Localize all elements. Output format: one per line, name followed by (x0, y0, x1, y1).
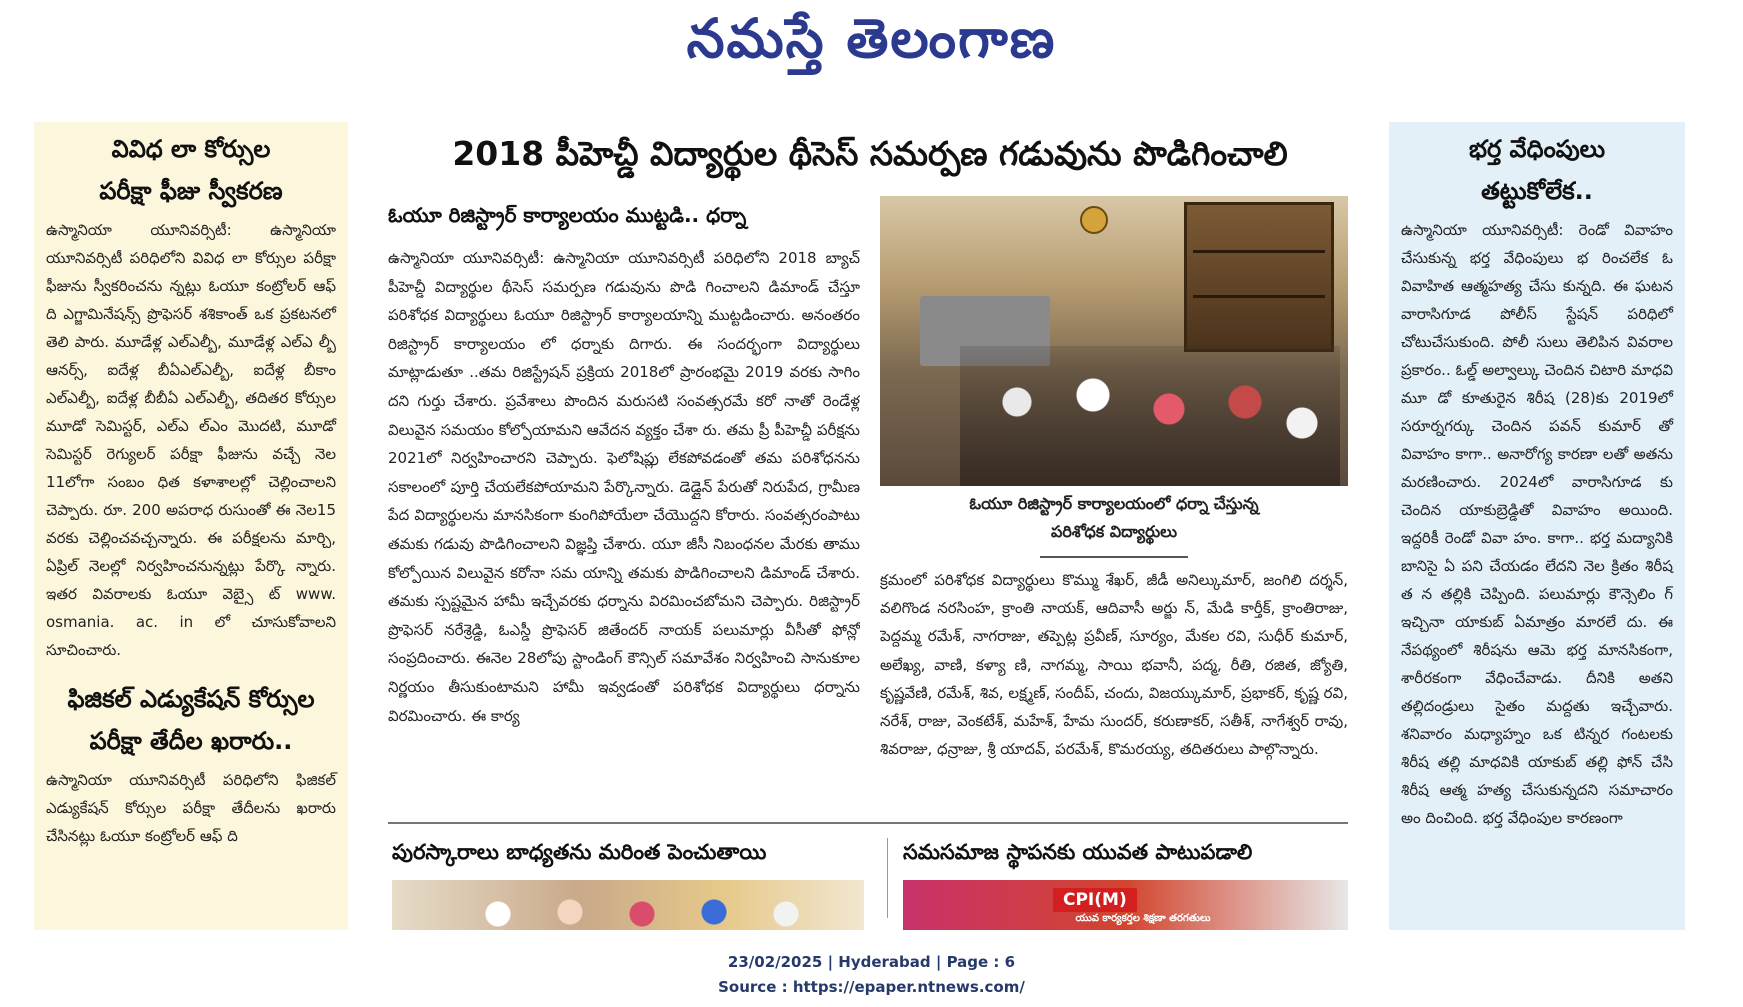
main-headline: 2018 పీహెచ్డీ విద్యార్థుల థీసెస్ సమర్పణ గడువును పొడిగించాలి (452, 134, 1288, 173)
left-headline-1-line-1: వివిధ లా కోర్సుల (111, 135, 271, 163)
bottom-right-headline: సమసమాజ స్థాపనకు యువత పాటుపడాలి (903, 840, 1253, 864)
photo-caption-line-2: పరిశోధక విద్యార్థులు (1050, 522, 1178, 541)
right-column (1389, 122, 1685, 930)
right-article-body: ఉస్మానియా యూనివర్సిటీ: రెండో వివాహం చేసుకున్న భర్త వేధింపులు భ రించలేక ఓ వివాహిత ఆత్మహత్య చేసు కున్నది. ఈ ఘటన వారాసిగూడ పోలీస్ స్టేషన్ పరిధిలో చోటుచేసుకుంది. పోలీ సులు తెలిపిన వివరాల ప్రకారం.. ఓల్డ్ అల్వాల్కు చెందిన చిటారి మాధవి మూ డో కూతురైన శిరీష (28)కు 2019లో సరూర్నగర్కు చెందిన పవన్ కుమార్ తో వివాహం కాగా.. అనారోగ్య కారణా లతో అతను మరణించారు. 2024లో వారాసిగూడ కు చెందిన యాకుబ్రెడ్డితో వివాహం అయింది. ఇద్దరికీ రెండో వివా హం. కాగా.. భర్త మద్యానికి బానిసై ఏ పని చేయడం లేదని నెల క్రితం శిరీష త న తల్లికి చెప్పింది. పలుమార్లు కౌన్సెలిం గ్ ఇచ్చినా యాకుబ్ ఏమాత్రం మారలే దు. ఈ నేపథ్యంలో శిరీషను ఆమె భర్త మానసికంగా, శారీరకంగా వేధించేవాడు. దీనికి అతని తల్లిదండ్రులు సైతం మద్దతు ఇచ్చేవారు. శనివారం మధ్యాహ్నం ఒక టిన్నర గంటలకు శిరీష తల్లి మాధవికి యాకుబ్ తల్లి ఫోన్ చేసి శిరీష ఆత్మ హత్య చేసుకున్నదని సమాచారం అం దించింది. భర్త వేధింపుల కారణంగా (1401, 221, 1673, 827)
left-headline-1-line-2: పరీక్షా ఫీజు స్వీకరణ (99, 177, 283, 205)
footer (0, 950, 1743, 1000)
main-subheadline: ఓయూ రిజిస్ట్రార్ కార్యాలయం ముట్టడి.. ధర్నా (388, 203, 747, 227)
right-headline-line-1: భర్త వేధింపులు (1468, 135, 1606, 163)
footer-source[interactable]: Source : https://epaper.ntnews.com/ (718, 978, 1025, 996)
bottom-column-divider (887, 838, 888, 918)
section-divider (388, 822, 1348, 824)
footer-date-edition: 23/02/2025 | Hyderabad | Page : 6 (727, 953, 1016, 971)
left-headline-2 (46, 678, 336, 762)
photo-bookshelf (1184, 202, 1334, 352)
left-headline-2-line-2: పరీక్షా తేదీల ఖరారు.. (89, 727, 293, 755)
main-article-body: ఉస్మానియా యూనివర్సిటీ: ఉస్మానియా యూనివర్సిటీ పరిధిలోని 2018 బ్యాచ్ పీహెచ్డీ విద్యార్థుల థీసెస్ సమర్పణ గడువును పొడి గించాలని డిమాండ్ చేస్తూ పరిశోధక విద్యార్థులు ఓయూ రిజిస్ట్రార్ కార్యాలయాన్ని ముట్టడించారు. అనంతరం రిజిస్ట్రార్ కార్యాలయం లో ధర్నాకు దిగారు. ఈ సందర్భంగా విద్యార్థులు మాట్లాడుతూ ..తమ రిజిస్ట్రేషన్ ప్రక్రియ 2018లో ప్రారంభమై 2019 వరకు సాగిం దని గుర్తు చేశారు. ప్రవేశాలు పొందిన మరుసటి సంవత్సరమే కరో నాతో రెండేళ్ల విలువైన సమయం కోల్పోయామని ఆవేదన వ్యక్తం చేశా రు. తమ ప్రీ పీహెచ్డీ పరీక్షను 2021లో నిర్వహించారని చెప్పారు. ఫెలోషిప్లు లేకపోవడంతో తమ పరిశోధనను సకాలంలో పూర్తి చేయలేకపోయామని పేర్కొన్నారు. డెడ్లైన్ పేరుతో నిరుపేద, గ్రామీణ పేద విద్యార్థులను మానసికంగా కుంగిపోయేలా చేయొద్దని కోరారు. సంవత్సరంపాటు తమకు గడువు పొడిగించాలని విజ్ఞప్తి చేశారు. యూ జీసీ నిబంధనల మేరకు తాము కోల్పోయిన విలువైన కరోనా సమ యాన్ని తమకు పొడిగించాలని డిమాండ్ చేశారు. తమకు స్పష్టమైన హామీ ఇచ్చేవరకు ధర్నాను విరమించబోమని చెప్పారు. రిజిస్ట్రార్ ప్రొఫెసర్ నరేశ్రెడ్డి, ఓఎస్డీ ప్రొఫెసర్ జితేందర్ నాయక్ పలుమార్లు వీసీతో ఫోన్లో సంప్రదించారు. ఈనెల 28లోపు స్టాండింగ్ కౌన్సిల్ సమావేశం నిర్వహించి సానుకూల నిర్ణయం తీసుకుంటామని హామీ ఇవ్వడంతో పరిశోధక విద్యార్థులు ధర్నాను విరమించారు. ఈ కార్య (388, 249, 860, 725)
masthead (0, 0, 1743, 90)
caption-divider (1040, 556, 1188, 558)
cpim-banner-subtitle: యువ కార్యకర్తల శిక్షణా తరగతులు (1075, 913, 1211, 924)
photo-caption-line-1: ఓయూ రిజిస్ట్రార్ కార్యాలయంలో ధర్నా చేస్తున్న (969, 494, 1259, 513)
left-article-1-body: ఉస్మానియా యూనివర్సిటీ: ఉస్మానియా యూనివర్సిటీ పరిధిలోని వివిధ లా కోర్సుల పరీక్షా ఫీజును స్వీకరించను న్నట్లు ఓయూ కంట్రోలర్ ఆఫ్ ది ఎగ్జామినేషన్స్ ప్రొఫెసర్ శశికాంత్ ఒక ప్రకటనలో తెలి పారు. మూడేళ్ల ఎల్ఎల్బీ, మూడేళ్ల ఎల్ఎ ల్బీ ఆనర్స్, ఐదేళ్ల బీఏఎల్ఎల్బీ, ఐదేళ్ల బీకాం ఎల్ఎల్బీ, ఐదేళ్ల బీబీఏ ఎల్ఎల్బీ, తదితర కోర్సుల మూడో సెమిస్టర్, ఎల్ఎ ల్ఎం మొదటి, మూడో సెమిస్టర్ రెగ్యులర్ పరీక్షా ఫీజును వచ్చే నెల 11లోగా సంబం ధిత కళాశాలల్లో చెల్లించాలని చెప్పారు. రూ. 200 అపరాధ రుసుంతో ఈ నెల15 వరకు చెల్లించవచ్చన్నారు. ఈ పరీక్షలను మార్చి, ఏప్రిల్ నెలల్లో నిర్వహించనున్నట్లు పేర్కొ న్నారు. ఇతర వివరాలకు ఓయూ వెబ్సై ట్ www. osmania. ac. in లో చూసుకోవాలని సూచించారు. (46, 221, 336, 659)
photo-caption (880, 490, 1348, 546)
left-headline-1 (46, 128, 336, 212)
left-headline-2-line-1: ఫిజికల్ ఎడ్యుకేషన్ కోర్సుల (67, 685, 315, 713)
photo-emblem (1080, 206, 1108, 234)
photo-seated-students (960, 346, 1340, 486)
newspaper-title: నమస్తే తెలంగాణ (686, 6, 1057, 70)
left-column (34, 122, 348, 930)
awards-photo (392, 880, 864, 930)
dharna-photo (880, 196, 1348, 486)
awards-photo-people (462, 890, 822, 930)
main-article-continuation: క్రమంలో పరిశోధక విద్యార్థులు కొమ్ము శేఖర్, జీడీ అనిల్కుమార్, జంగిలి దర్శన్, వలిగొండ నరసింహ, క్రాంతి నాయక్, ఆదివాసీ అర్జు న్, మేడి కార్తీక్, క్రాంతిరాజు, పెద్దమ్మ రమేశ్, నాగరాజు, తప్పెట్ల ప్రవీణ్, సూర్యం, మేకల రవి, సుధీర్ కుమార్, అలేఖ్య, వాణి, కళ్యా ణి, నాగమ్మ, సాయి భవానీ, పద్మ, రీతి, రజిత, జ్యోతి, కృష్ణవేణి, రమేశ్, శివ, లక్ష్మణ్, సందీప్, చందు, విజయ్కుమార్, ప్రభాకర్, కృష్ణ రవి, నరేశ్, రాజు, వెంకటేశ్, మహేశ్, హేమ సుందర్, కరుణాకర్, సతీశ్, నాగేశ్వర్ రావు, శివరాజు, ధన్రాజు, శ్రీ యాదవ్, పరమేశ్, కొమరయ్య, తదితరులు పాల్గొన్నారు. (880, 571, 1348, 759)
bottom-left-headline: పురస్కారాలు బాధ్యతను మరింత పెంచుతాయి (392, 840, 767, 864)
right-headline (1401, 128, 1673, 212)
left-article-2-body: ఉస్మానియా యూనివర్సిటీ పరిధిలోని ఫిజికల్ ఎడ్యుకేషన్ కోర్సుల పరీక్షా తేదీలను ఖరారు చేసినట్లు ఓయూ కంట్రోలర్ ఆఫ్ ది (46, 771, 336, 845)
cpim-banner: CPI(M) (1053, 888, 1137, 912)
cpim-photo (903, 880, 1348, 930)
right-headline-line-2: తట్టుకోలేక.. (1481, 177, 1593, 205)
